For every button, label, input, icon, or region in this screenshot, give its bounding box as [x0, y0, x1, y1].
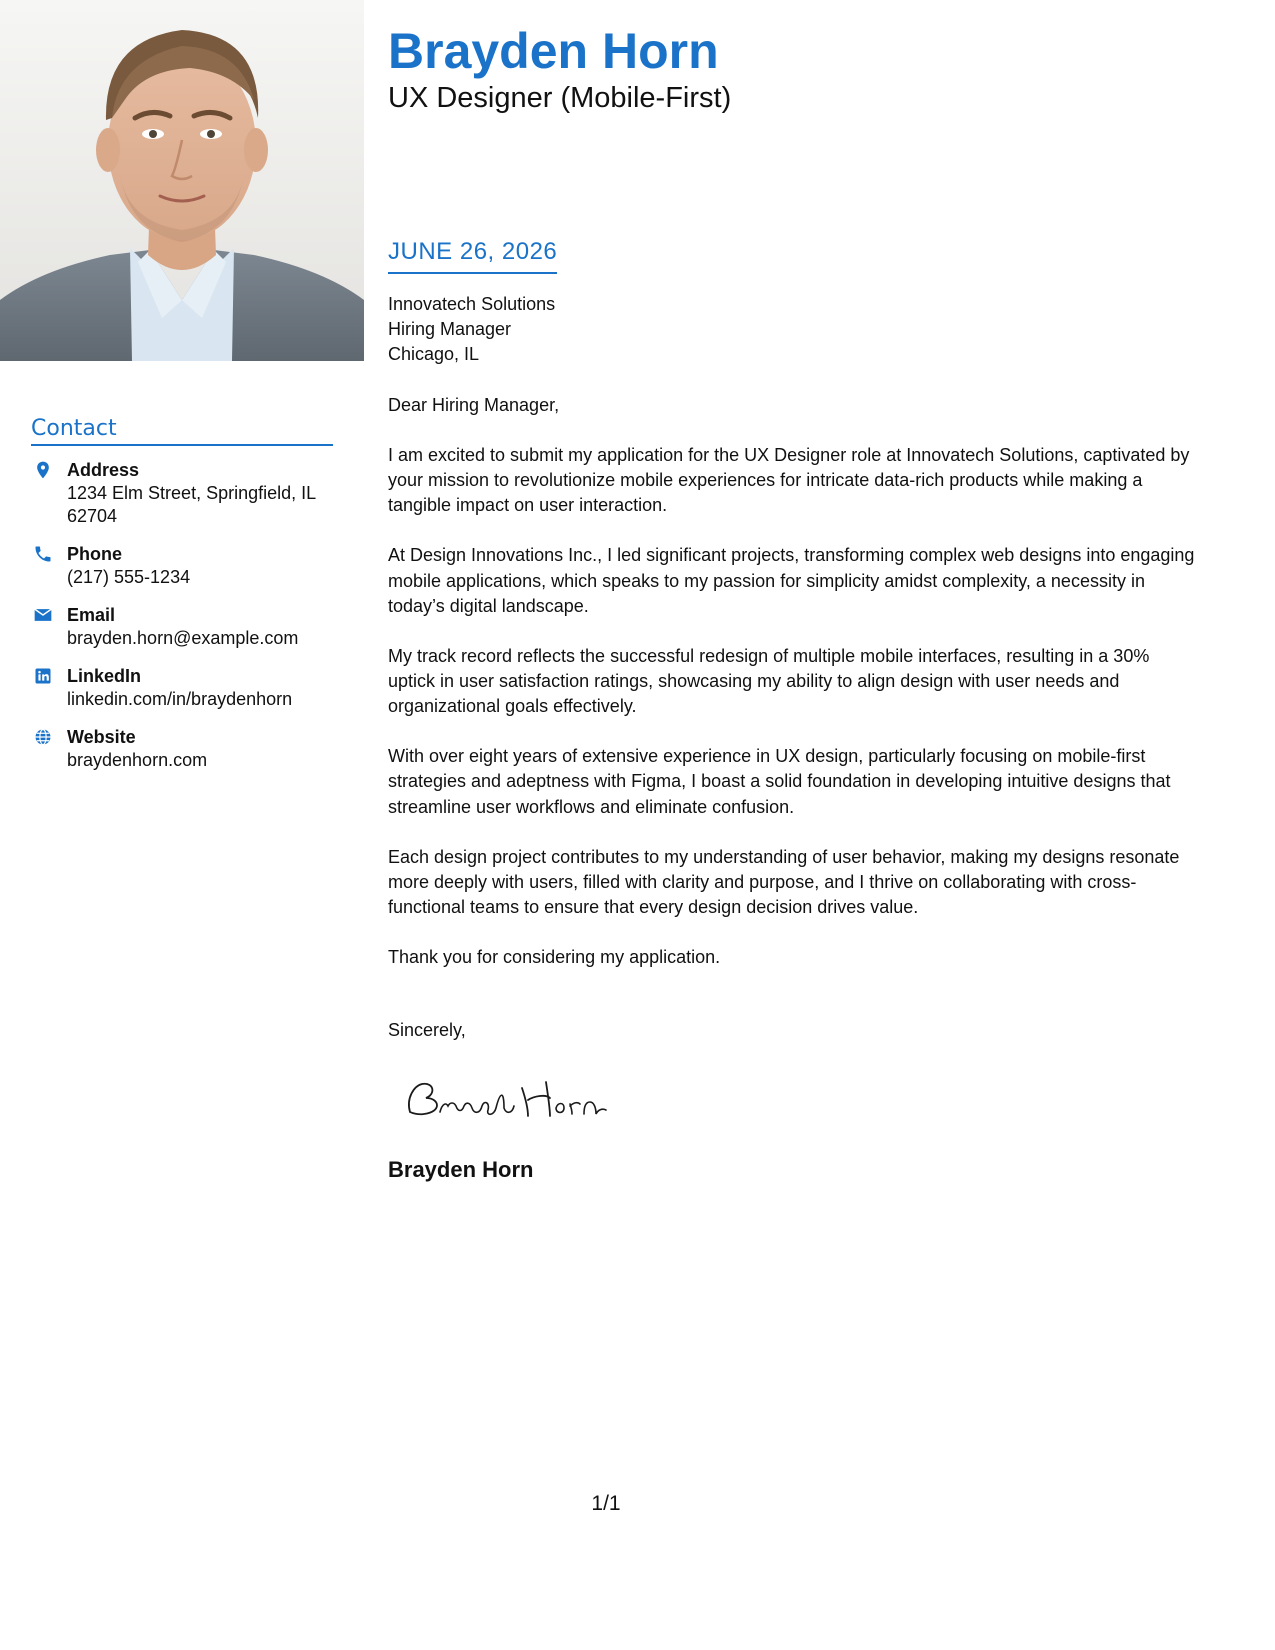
email-value[interactable]: brayden.horn@example.com	[67, 628, 299, 648]
signed-name: Brayden Horn	[388, 1157, 534, 1182]
recipient-block	[388, 292, 555, 367]
contact-list	[31, 458, 341, 786]
closing: Sincerely,	[388, 1020, 466, 1040]
letter-paragraph-1: I am excited to submit my application for the UX Designer role at Innovatech Solutions, captivated by your mission to revolutionize mobile experiences for intricate data-rich products while making a tangible impact on user interaction.	[388, 445, 1190, 516]
linkedin-icon	[33, 666, 53, 686]
linkedin-label: LinkedIn	[67, 666, 142, 686]
applicant-role: UX Designer (Mobile-First)	[388, 82, 732, 114]
letter-body	[388, 393, 1198, 995]
letter-paragraph-2: At Design Innovations Inc., I led significant projects, transforming complex web designs into engaging mobile applications, which speaks to my passion for simplicity amidst complexity, a necessity in today’s digital landscape.	[388, 545, 1195, 616]
letter-paragraph-6: Thank you for considering my application.	[388, 947, 721, 968]
letter-date: JUNE 26, 2026	[388, 238, 557, 274]
globe-icon	[33, 727, 53, 747]
recipient-title: Hiring Manager	[388, 319, 512, 339]
applicant-name: Brayden Horn	[388, 23, 719, 79]
contact-item-address	[31, 458, 341, 528]
address-label: Address	[67, 460, 140, 480]
profile-photo	[0, 0, 364, 361]
linkedin-value[interactable]: linkedin.com/in/braydenhorn	[67, 689, 293, 709]
handwritten-signature	[400, 1068, 630, 1128]
email-icon	[33, 605, 53, 625]
website-label: Website	[67, 727, 136, 747]
salutation: Dear Hiring Manager,	[388, 395, 560, 415]
page-number: 1/1	[591, 1492, 621, 1515]
address-value: 1234 Elm Street, Springfield, IL 62704	[67, 483, 316, 526]
portrait-illustration	[0, 0, 364, 361]
contact-heading: Contact	[31, 416, 333, 446]
recipient-location: Chicago, IL	[388, 344, 480, 364]
contact-item-linkedin	[31, 664, 341, 711]
letter-paragraph-3: My track record reflects the successful redesign of multiple mobile interfaces, resulting in a 30% uptick in user satisfaction ratings, showcasing my ability to align design with user needs and organizational goals effectively.	[388, 645, 1150, 717]
contact-item-phone	[31, 542, 341, 589]
location-pin-icon	[33, 460, 53, 480]
contact-item-website	[31, 725, 341, 772]
website-value[interactable]: braydenhorn.com	[67, 750, 208, 770]
letter-paragraph-5: Each design project contributes to my understanding of user behavior, making my designs resonate more deeply with users, filled with clarity and purpose, and I thrive on collaborating with cross-functional teams to ensure that every design decision drives value.	[388, 846, 1180, 918]
contact-item-email	[31, 603, 341, 650]
phone-value[interactable]: (217) 555-1234	[67, 567, 191, 587]
phone-label: Phone	[67, 544, 123, 564]
phone-icon	[33, 544, 53, 564]
email-label: Email	[67, 605, 116, 625]
recipient-company: Innovatech Solutions	[388, 294, 556, 314]
letter-paragraph-4: With over eight years of extensive experience in UX design, particularly focusing on mobile-first strategies and adeptness with Figma, I boast a solid foundation in developing intuitive designs that streamline user workflows and eliminate confusion.	[388, 746, 1171, 817]
